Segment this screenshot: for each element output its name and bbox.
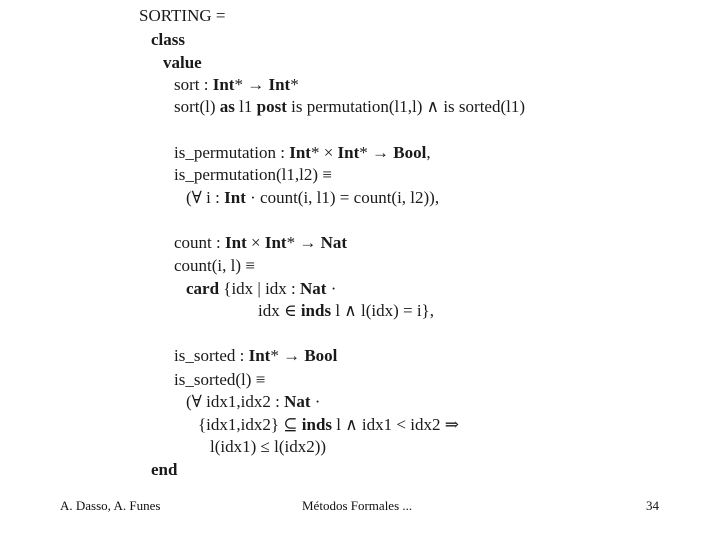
spec-text: ,: [426, 143, 431, 162]
spec-text: * ×: [310, 143, 338, 162]
spec-text: count(i, l) ≡: [174, 256, 255, 275]
spec-text: sort(l): [174, 97, 220, 116]
keyword: Int: [225, 233, 247, 252]
spec-text: * →: [270, 346, 305, 365]
keyword: inds: [301, 415, 333, 434]
keyword: Int: [337, 143, 360, 162]
keyword: class: [151, 30, 185, 49]
spec-text: sort :: [174, 75, 213, 94]
keyword: end: [151, 460, 178, 479]
spec-text: · count(i, l1) = count(i, l2)),: [245, 188, 440, 207]
spec-line: [151, 29, 185, 51]
spec-line: [174, 74, 299, 96]
keyword: Nat: [320, 233, 348, 252]
spec-line: [198, 414, 459, 436]
spec-text: (∀ idx1,idx2 :: [186, 392, 285, 411]
keyword: as: [219, 97, 235, 116]
spec-text: is_permutation(l1,l2) ≡: [174, 165, 332, 184]
spec-text: count :: [174, 233, 225, 252]
spec-text: idx ∈: [258, 301, 301, 320]
spec-text: is_sorted(l) ≡: [174, 370, 266, 389]
spec-text: *: [290, 75, 299, 94]
spec-line: [174, 255, 255, 277]
footer-authors: A. Dasso, A. Funes: [60, 498, 161, 513]
spec-line: [139, 5, 226, 27]
spec-line: [186, 391, 320, 413]
spec-line: [174, 345, 337, 367]
keyword: Int: [212, 75, 235, 94]
spec-text: l1: [234, 97, 257, 116]
spec-line: [163, 52, 202, 74]
spec-text: (∀ i :: [186, 188, 225, 207]
spec-text: SORTING =: [139, 6, 226, 25]
keyword: Int: [289, 143, 311, 162]
spec-text: ·: [310, 392, 321, 411]
spec-text: l(idx1) ≤ l(idx2)): [210, 437, 327, 456]
spec-line: [151, 459, 177, 481]
keyword: value: [163, 53, 202, 72]
keyword: Int: [248, 346, 271, 365]
spec-line: [174, 164, 332, 186]
spec-text: {idx | idx :: [219, 279, 301, 298]
spec-line: [174, 96, 525, 118]
spec-text: is permutation(l1,l) ∧ is sorted(l1): [286, 97, 526, 116]
spec-text: {idx1,idx2} ⊆: [198, 415, 302, 434]
keyword: Bool: [393, 143, 427, 162]
spec-text: is_sorted :: [174, 346, 249, 365]
keyword: Int: [264, 233, 287, 252]
spec-text: l ∧ idx1 < idx2 ⇒: [332, 415, 459, 434]
keyword: card: [186, 279, 220, 298]
spec-line: [210, 436, 326, 458]
spec-line: [174, 232, 347, 254]
spec-text: l ∧ l(idx) = i},: [331, 301, 434, 320]
spec-line: [174, 369, 265, 391]
spec-text: * →: [359, 143, 394, 162]
page-number: 34: [646, 498, 659, 513]
keyword: Nat: [300, 279, 327, 298]
keyword: Int: [268, 75, 291, 94]
spec-line: [186, 278, 336, 300]
spec-line: [258, 300, 434, 322]
spec-line: [186, 187, 439, 209]
spec-text: * →: [234, 75, 269, 94]
spec-text: is_permutation :: [174, 143, 290, 162]
spec-text: ·: [326, 279, 337, 298]
keyword: Bool: [304, 346, 338, 365]
keyword: Int: [224, 188, 246, 207]
spec-text: * →: [286, 233, 321, 252]
keyword: inds: [300, 301, 332, 320]
footer-title: Métodos Formales ...: [302, 498, 413, 513]
spec-text: ×: [246, 233, 265, 252]
keyword: post: [256, 97, 287, 116]
spec-line: [174, 142, 431, 164]
keyword: Nat: [284, 392, 311, 411]
